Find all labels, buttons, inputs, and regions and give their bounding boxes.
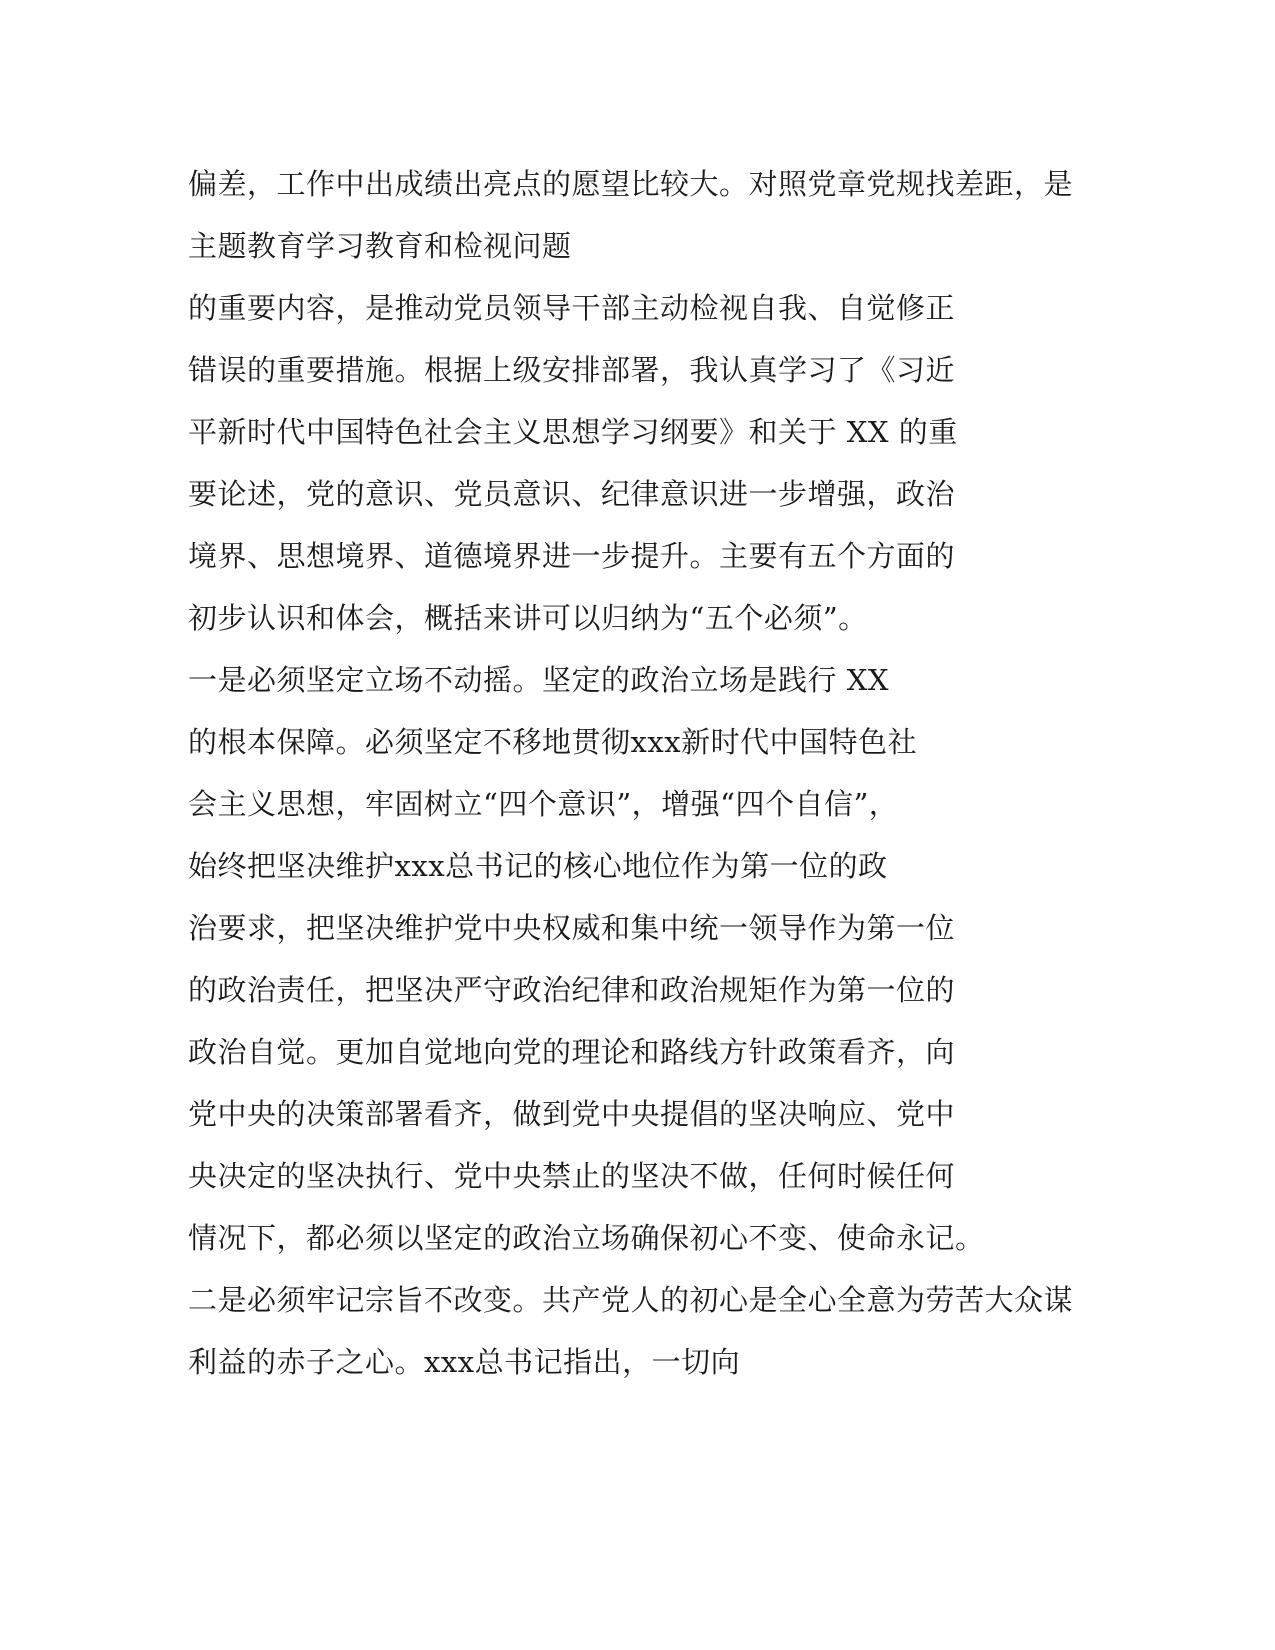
- text-line-14: 的政治责任，把坚决严守政治纪律和政治规矩作为第一位的: [188, 973, 956, 1007]
- text-line-15: 政治自觉。更加自觉地向党的理论和路线方针政策看齐，向: [188, 1035, 956, 1069]
- text-line-4: 错误的重要措施。根据上级安排部署，我认真学习了《习近: [188, 353, 956, 387]
- text-line-20: 利益的赤子之心。xxx总书记指出，一切向: [188, 1345, 741, 1379]
- text-line-8: 初步认识和体会，概括来讲可以归纳为“五个必须”。: [188, 601, 868, 635]
- text-line-9: 一是必须坚定立场不动摇。坚定的政治立场是践行 XX: [188, 663, 890, 697]
- text-line-1: 偏差，工作中出成绩出亮点的愿望比较大。对照党章党规找差距，是: [188, 167, 1074, 201]
- text-line-3: 的重要内容，是推动党员领导干部主动检视自我、自觉修正: [188, 291, 956, 325]
- text-line-2: 主题教育学习教育和检视问题: [188, 229, 572, 263]
- text-line-19: 二是必须牢记宗旨不改变。共产党人的初心是全心全意为劳苦大众谋: [188, 1283, 1074, 1317]
- text-line-13: 治要求，把坚决维护党中央权威和集中统一领导作为第一位: [188, 911, 956, 945]
- text-line-16: 党中央的决策部署看齐，做到党中央提倡的坚决响应、党中: [188, 1097, 956, 1131]
- text-line-12: 始终把坚决维护xxx总书记的核心地位作为第一位的政: [188, 849, 888, 883]
- text-line-17: 央决定的坚决执行、党中央禁止的坚决不做，任何时候任何: [188, 1159, 956, 1193]
- text-line-10: 的根本保障。必须坚定不移地贯彻xxx新时代中国特色社: [188, 725, 918, 759]
- text-line-5: 平新时代中国特色社会主义思想学习纲要》和关于 XX 的重: [188, 415, 958, 449]
- text-line-7: 境界、思想境界、道德境界进一步提升。主要有五个方面的: [188, 539, 956, 573]
- text-line-11: 会主义思想，牢固树立“四个意识”，增强“四个自信”，: [188, 787, 899, 821]
- text-line-6: 要论述，党的意识、党员意识、纪律意识进一步增强，政治: [188, 477, 956, 511]
- text-line-18: 情况下，都必须以坚定的政治立场确保初心不变、使命永记。: [188, 1221, 985, 1255]
